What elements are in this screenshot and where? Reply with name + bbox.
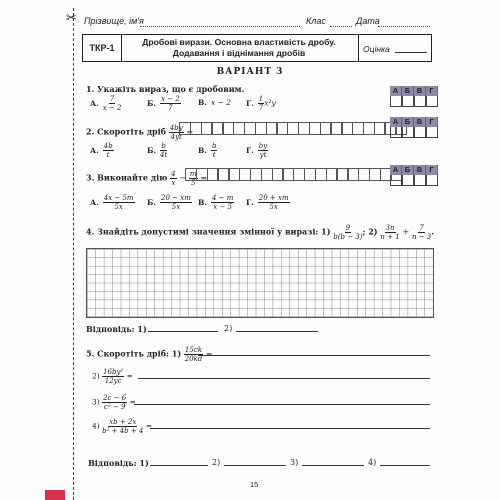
q2-answer-grid bbox=[390, 117, 438, 138]
q5-answer-3-field[interactable] bbox=[302, 465, 364, 466]
question-2-text: 2. Скоротіть дріб bbox=[86, 126, 167, 137]
letter-d: Г bbox=[426, 117, 438, 127]
frac-num: 1 bbox=[258, 95, 264, 103]
frac-num: 4 − m bbox=[211, 194, 234, 202]
answer-cell[interactable] bbox=[426, 127, 438, 138]
date-label: Дата bbox=[356, 16, 380, 26]
q5-2-line[interactable] bbox=[138, 378, 430, 379]
score-label: Оцінка bbox=[363, 44, 390, 54]
option-letter: А. bbox=[90, 197, 99, 207]
frac-den: 5x bbox=[114, 203, 123, 211]
frac-num: b bbox=[211, 142, 217, 150]
page-number: 15 bbox=[250, 480, 259, 489]
letter-a: А bbox=[390, 86, 402, 96]
q5-part-3: 3) $\frac{2c - 6}{\text{c² − 9}}$ = bbox=[92, 394, 136, 411]
q3-option-a[interactable] bbox=[90, 194, 135, 211]
q4-answer-1-field[interactable] bbox=[148, 331, 218, 332]
test-code: ТКР-1 bbox=[83, 35, 122, 61]
option-letter: В. bbox=[198, 197, 207, 207]
option-letter: В. bbox=[198, 145, 207, 155]
q5-part-4: 4) $\frac{xb + 2x}{\text{b² + 4b + 4}}$ = bbox=[92, 418, 153, 435]
letter-b: Б bbox=[402, 86, 414, 96]
option-letter: А. bbox=[90, 98, 99, 108]
frac-num: by bbox=[258, 142, 268, 150]
frac-den: b(b − 3) bbox=[333, 233, 363, 241]
answer-cell[interactable] bbox=[402, 127, 414, 138]
answer-cell[interactable] bbox=[414, 175, 426, 186]
letter-a: А bbox=[390, 117, 402, 127]
q4-answer-label: Відповідь: 1) bbox=[86, 324, 147, 334]
q3-option-b[interactable] bbox=[147, 194, 192, 211]
frac-num: 9 bbox=[345, 224, 351, 232]
q4-answer-2-field[interactable] bbox=[236, 331, 318, 332]
answer-cell[interactable] bbox=[426, 96, 438, 107]
frac-num: 3n bbox=[385, 224, 395, 232]
q5-answer-4-label: 4) bbox=[368, 458, 377, 467]
frac-den: 4yt bbox=[170, 133, 182, 141]
frac-den: c² − 9 bbox=[103, 403, 126, 411]
part-label: 2) bbox=[92, 371, 100, 381]
letter-c: В bbox=[414, 86, 426, 96]
letter-b: Б bbox=[402, 165, 414, 175]
frac-num: 20 − xm bbox=[161, 194, 191, 202]
option-letter: Г. bbox=[246, 145, 254, 155]
score-cell bbox=[358, 35, 432, 61]
q4-answer-2-label: 2) bbox=[224, 324, 233, 333]
letter-c: В bbox=[414, 165, 426, 175]
q1-option-a[interactable] bbox=[90, 95, 121, 112]
frac-num: m bbox=[189, 170, 197, 178]
q1-answer-grid bbox=[390, 86, 438, 107]
answer-cell[interactable] bbox=[402, 175, 414, 186]
q5-answer-2-field[interactable] bbox=[224, 465, 286, 466]
q1-option-b[interactable] bbox=[147, 95, 181, 112]
q5-4-line[interactable] bbox=[150, 428, 430, 429]
q3-answer-cells[interactable] bbox=[186, 168, 402, 181]
letter-d: Г bbox=[426, 86, 438, 96]
frac-num: 4b bbox=[103, 142, 113, 150]
option-letter: Б. bbox=[147, 197, 157, 207]
class-label: Клас bbox=[306, 16, 326, 26]
answer-cell[interactable] bbox=[402, 96, 414, 107]
frac-den: n − 3 bbox=[411, 233, 432, 241]
q2-option-d[interactable] bbox=[246, 142, 268, 159]
name-field[interactable] bbox=[140, 26, 300, 27]
q3-option-d[interactable] bbox=[246, 194, 290, 211]
frac-num: 16by² bbox=[103, 368, 124, 376]
q2-answer-cells[interactable] bbox=[180, 122, 407, 135]
frac-den: t bbox=[212, 151, 216, 159]
q3-answer-grid bbox=[390, 165, 438, 186]
answer-cell[interactable] bbox=[390, 127, 402, 138]
answer-cell[interactable] bbox=[414, 96, 426, 107]
q3-option-c[interactable] bbox=[198, 194, 234, 211]
frac-den: x bbox=[171, 179, 176, 187]
option-letter: В. bbox=[198, 98, 207, 107]
q5-answer-2-label: 2) bbox=[212, 458, 221, 467]
variant-title: ВАРІАНТ 3 bbox=[216, 67, 284, 77]
q4-part2-label: 2) bbox=[368, 226, 378, 237]
topic-line-2: Додавання і віднімання дробів bbox=[172, 48, 306, 58]
frac-den: t bbox=[106, 151, 110, 159]
letter-b: Б bbox=[402, 117, 414, 127]
frac-den: 4t bbox=[160, 151, 168, 159]
title-box bbox=[82, 34, 432, 62]
q5-1-line[interactable] bbox=[198, 355, 430, 356]
name-label: Прізвище, ім'я bbox=[84, 16, 144, 26]
frac-den: 20kd bbox=[184, 355, 203, 363]
frac-num: xb + 2x bbox=[109, 418, 137, 426]
frac-den: 5 bbox=[190, 179, 196, 187]
frac-den: n + 1 bbox=[380, 233, 400, 241]
date-field[interactable] bbox=[378, 26, 430, 27]
q5-part-2: 2) $\frac{\text{16by²}}{12yc}$ = bbox=[92, 368, 133, 385]
q2-option-c[interactable] bbox=[198, 142, 217, 159]
option-letter: Б. bbox=[147, 98, 157, 108]
option-expr: x − 2 bbox=[210, 98, 232, 107]
frac-den: 12yc bbox=[104, 377, 122, 385]
frac-num: 2c − 6 bbox=[103, 394, 127, 402]
q1-option-c[interactable] bbox=[198, 98, 231, 107]
frac-den: yt bbox=[259, 151, 267, 159]
question-4-text: 4. Знайдіть допустимі значення змінної у виразі: 1) bbox=[86, 226, 331, 237]
frac-den: 5x bbox=[269, 203, 278, 211]
answer-cell[interactable] bbox=[414, 127, 426, 138]
frac-num: 4by bbox=[169, 124, 183, 132]
frac-den: b² + 4b + 4 bbox=[102, 427, 144, 435]
q2-option-b[interactable] bbox=[147, 142, 167, 159]
frac-den: 7 bbox=[168, 104, 173, 112]
question-3-text: 3. Виконайте дію bbox=[86, 172, 168, 183]
test-topic bbox=[123, 37, 355, 59]
frac-den: 5x bbox=[171, 203, 181, 211]
question-1: 1. Укажіть вираз, що є дробовим. bbox=[86, 84, 245, 94]
score-field[interactable] bbox=[395, 52, 427, 53]
option-letter: Г. bbox=[246, 98, 254, 108]
frac-num: 7 bbox=[419, 224, 424, 232]
topic-line-1: Дробові вирази. Основна властивість дробу. bbox=[142, 37, 336, 47]
option-letter: Б. bbox=[147, 145, 157, 155]
letter-d: Г bbox=[426, 165, 438, 175]
scissors-icon: ✂ bbox=[66, 11, 77, 26]
q5-answer-1-field[interactable] bbox=[150, 465, 208, 466]
cut-line bbox=[73, 8, 74, 500]
answer-cell[interactable] bbox=[390, 96, 402, 107]
option-letter: Г. bbox=[246, 197, 254, 207]
frac-num: 4x − 5m bbox=[103, 194, 134, 202]
question-2: 2. Скоротіть дріб $\frac{4by}{4yt}$ = bbox=[86, 124, 194, 141]
frac-num: 4 bbox=[171, 170, 176, 178]
frac-den: 7 bbox=[258, 104, 264, 112]
q2-option-a[interactable] bbox=[90, 142, 114, 159]
option-expr: x²y bbox=[264, 98, 276, 108]
letter-a: А bbox=[390, 165, 402, 175]
question-4: 4. Знайдіть допустимі значення змінної у виразі: 1) $\frac{9}{b(b - 3)}$ ; 2) $\frac{3n}{n + 1}$ + $\frac{7}{n - 3}$ . bbox=[86, 224, 435, 241]
letter-c: В bbox=[414, 117, 426, 127]
answer-cell[interactable] bbox=[390, 175, 402, 186]
q5-3-line[interactable] bbox=[134, 404, 430, 405]
frac-den: x − 5 bbox=[213, 203, 233, 211]
frac-den: x − 2 bbox=[102, 104, 122, 112]
frac-num: x − 2 bbox=[161, 95, 180, 103]
answer-cell[interactable] bbox=[426, 175, 438, 186]
frac-num: 20 + xm bbox=[258, 194, 289, 202]
question-5: 5. Скоротіть дріб: 1) $\frac{15ck}{20kd}$ = bbox=[86, 346, 213, 363]
q5-answer-4-field[interactable] bbox=[380, 465, 430, 466]
frac-num: 7 bbox=[109, 95, 115, 103]
class-field[interactable] bbox=[330, 26, 352, 27]
frac-num: b bbox=[161, 142, 166, 150]
question-5-text: 5. Скоротіть дріб: 1) bbox=[86, 348, 182, 359]
q5-answer-3-label: 3) bbox=[290, 458, 299, 467]
q4-work-grid[interactable] bbox=[86, 248, 434, 318]
question-3: 3. Виконайте дію $\frac{4}{x}$ − $\frac{m}{5}$ = bbox=[86, 170, 208, 187]
frac-num: 15ck bbox=[184, 346, 202, 354]
part-label: 4) bbox=[92, 421, 100, 431]
q1-option-d[interactable] bbox=[246, 95, 276, 112]
part-label: 3) bbox=[92, 397, 100, 407]
option-letter: А. bbox=[90, 145, 99, 155]
page-corner-mark bbox=[45, 490, 65, 500]
q5-answer-label: Відповідь: 1) bbox=[88, 458, 149, 468]
